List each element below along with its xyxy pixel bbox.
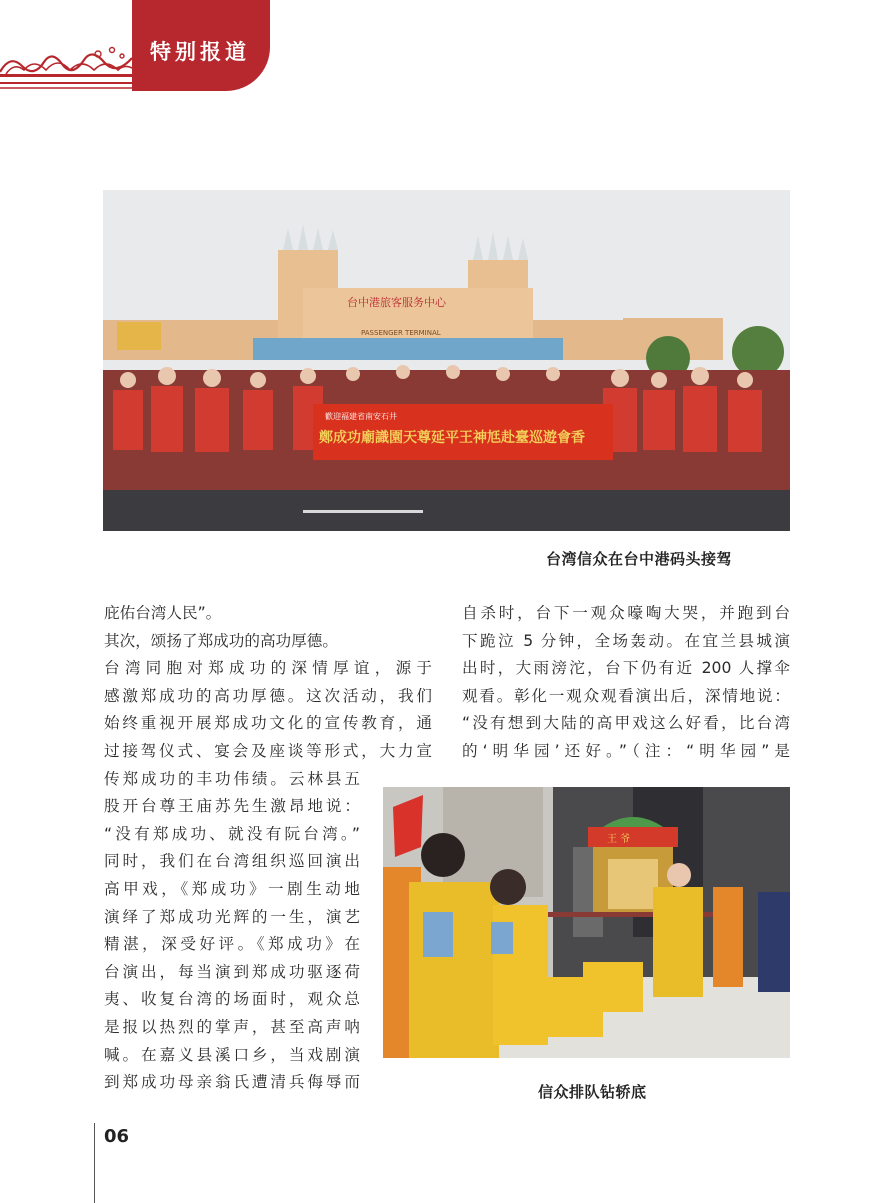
text-line: 演绎了郑成功光辉的一生，演艺 [104, 907, 360, 926]
text-line: 台湾同胞对郑成功的深情厚谊，源于 [104, 659, 432, 678]
text-line: 精湛，深受好评。《郑成功》在 [104, 935, 360, 954]
photo1-caption: 台湾信众在台中港码头接驾 [546, 550, 733, 568]
text-line: 台演出，每当演到郑成功驱逐荷 [104, 962, 360, 981]
page-rule [94, 1123, 95, 1203]
text-line: 是报以热烈的掌声，甚至高声呐 [104, 1017, 360, 1036]
text-line: 夷、收复台湾的场面时，观众总 [104, 990, 360, 1009]
page-number: 06 [104, 1126, 130, 1147]
left-column-narrow [104, 766, 360, 1097]
text-line: 传郑成功的丰功伟绩。云林县五 [104, 769, 360, 788]
banner-text: 鄭成功廟識園天尊延平王神尪赴臺巡遊會香 [319, 430, 585, 446]
text-line: 始终重视开展郑成功文化的宣传教育，通 [104, 714, 432, 733]
building-sign: 台中港旅客服务中心 [347, 296, 446, 309]
text-line: “没有郑成功、就没有阮台湾。” [104, 824, 360, 843]
left-column [104, 600, 432, 766]
text-line: 过接驾仪式、宴会及座谈等形式，大力宣 [104, 741, 432, 760]
text-line: 高甲戏，《郑成功》一剧生动地 [104, 879, 360, 898]
section-title: 特别报道 [150, 39, 250, 64]
text-line: 庇佑台湾人民”。 [104, 604, 222, 622]
text-line: 观看。彰化一观众观看演出后，深情地说： [462, 686, 790, 705]
photo2-caption: 信众排队钻轿底 [538, 1083, 647, 1101]
building-sign-en: PASSENGER TERMINAL [361, 329, 441, 337]
text-line: 到郑成功母亲翁氏遭清兵侮辱而 [104, 1073, 360, 1092]
sedan-plaque: 王 爷 [607, 834, 631, 845]
text-line: 同时，我们在台湾组织巡回演出 [104, 852, 360, 871]
text-line: “没有想到大陆的高甲戏这么好看，比台湾 [462, 714, 790, 733]
photo-sedan-procession [383, 787, 790, 1058]
text-line: 股开台尊王庙苏先生激昂地说： [104, 797, 360, 816]
section-tab [132, 0, 270, 91]
text-line: 的‘明华园’还好。”（注：“明华园”是 [462, 741, 790, 760]
banner-small-text: 歡迎福建省南安石井 [325, 412, 397, 421]
wave-ornament-icon [0, 44, 132, 92]
text-line: 自杀时，台下一观众嚎啕大哭，并跑到台 [462, 604, 790, 622]
text-line: 出时，大雨滂沱，台下仍有近 200 人撑伞 [462, 659, 790, 678]
text-line: 其次，颂扬了郑成功的高功厚德。 [104, 631, 338, 650]
photo-harbor-welcome [103, 190, 790, 531]
right-column [462, 600, 790, 766]
text-line: 喊。在嘉义县溪口乡，当戏剧演 [104, 1045, 360, 1064]
text-line: 感激郑成功的高功厚德。这次活动，我们 [104, 686, 432, 705]
text-line: 下跪泣 5 分钟，全场轰动。在宜兰县城演 [462, 631, 790, 650]
